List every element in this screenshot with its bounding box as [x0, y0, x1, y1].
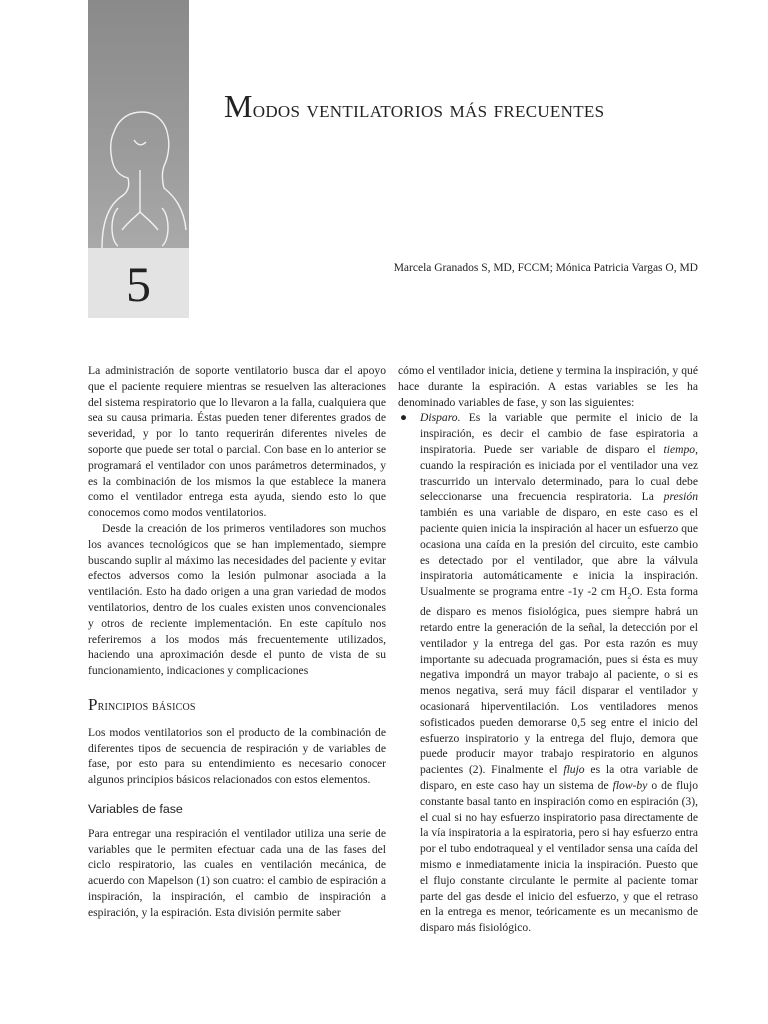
- continuation-paragraph: cómo el ventilador inicia, detiene y termina la inspiración, y qué hace durante la espiración. A estas variables se les ha denominado variables de fase, y son las siguientes:: [398, 364, 698, 409]
- principles-paragraph: Los modos ventilatorios son el producto de la combinación de diferentes tipos de secuencia de respiración y de variables de fase, por esto para su entendimiento es necesario conocer algunos principios básicos relacionados con estos elementos.: [88, 725, 386, 787]
- section-heading: Principios básicos: [88, 694, 196, 714]
- subscript-2: 2: [627, 591, 632, 601]
- term-disparo: Disparo.: [420, 411, 461, 425]
- chapter-number: 5: [126, 256, 151, 312]
- phase-variables-paragraph: Para entregar una respiración el ventilador utiliza una serie de variables que le permiten efectuar cada una de las fases del ciclo respiratorio, las cuales en ventilación mecánica, de acuerdo con Mapelson (1) son cuatro: el cambio de espiración a inspiración, la inspiración, el cambio de inspiración a espiración, y la espiración. Esta división permite saber: [88, 826, 386, 919]
- term-tiempo: tiempo: [663, 442, 696, 456]
- chapter-authors: Marcela Granados S, MD, FCCM; Mónica Patricia Vargas O, MD: [393, 262, 698, 274]
- right-column: [398, 363, 698, 936]
- list-item-disparo: [398, 410, 698, 936]
- intro-paragraph: La administración de soporte ventilatorio busca dar el apoyo que el paciente requiere mientras se resuelven las alteraciones del sistema respiratorio que lo llevaron a la falla, cualquiera que sea su causa primaria. Éstas pueden tener diferentes grados de severidad, y por lo tanto requerirán diferentes niveles de soporte que puede ser total o parcial. Con base en lo anterior se programará el ventilador con unos parámetros determinados, y es la combinación de los mismos la que establece la manera como el ventilador entrega esta ayuda, siendo esto lo que conocemos como modos ventilatorios.: [88, 364, 386, 520]
- left-column: [88, 363, 386, 921]
- term-presion: presión: [663, 490, 698, 504]
- bullet-icon: ●: [400, 411, 408, 425]
- respiratory-anatomy-icon: [88, 100, 189, 248]
- disparo-text: Disparo. Es la variable que permite el inicio de la inspiración, es decir el cambio de fase espiratoria a inspiratoria. Puede ser variable de disparo el tiempo, cuando la respiración es iniciada por el ventilador una vez trascurrido un intervalo determinado, para lo cual debe seleccionarse una frecuencia respiratoria. La presión también es una variable de disparo, en este caso es el paciente quien inicia la inspiración al hacer un esfuerzo que ocasiona una caída en la presión del circuito, este cambio es detectado por el ventilador, que abre la válvula inspiratoria automáticamente e inicia la inspiración. Usualmente se programa entre -1y -2 cm $H_2O$. Esta forma de disparo es menos fisiológica, pues siempre habrá un retardo entre la generación de la señal, la detección por el ventilador y la entrega del gas. Por esta razón es muy importante su adecuada programación, pues si ésta es muy negativa impondrá un mayor trabajo al paciente, o si es menos negativa, será muy fácil disparar el ventilador y ocasionará hiperventilación. Los ventiladores menos sofisticados pueden demorarse 0,5 seg entre el inicio del esfuerzo inspiratorio y la entrega del flujo, demora que puede producir mayor trabajo respiratorio en algunos pacientes (2). Finalmente el flujo es la otra variable de disparo, en este caso hay un sistema de flow-by o de flujo constante basal tanto en inspiración como en espiración (3), el cual si no hay esfuerzo inspiratorio pasa directamente de la vía inspiratoria a la espiratoria, pero si hay esfuerzo entra por el tubo endotraqueal y el ventilador sensa una caída del mismo e inmediatamente inicia la inspiración. Puesto que el flujo constante circulante le permite al paciente tomar parte del gas desde el inicio del esfuerzo, y que el retraso en la entrega es menor, teóricamente es un mecanismo de disparo más fisiológico.: [420, 411, 699, 935]
- term-flow-by: flow-by: [612, 779, 648, 793]
- chapter-title: Modos ventilatorios más frecuentes: [224, 88, 605, 124]
- history-paragraph: Desde la creación de los primeros ventiladores son muchos los avances tecnológicos que se han implementado, siempre buscando suplir al máximo las necesidades del paciente y evitar efectos adversos como la lesión pulmonar asociada a la ventilación. Esto ha dado origen a una gran variedad de modos ventilatorios, dentro de los cuales existen unos convencionales y otros de reciente implementación. En este capítulo nos referiremos a los modos más frecuentemente utilizados, haciendo una aproximación desde el punto de vista de su funcionamiento, indicaciones y complicaciones: [88, 521, 386, 678]
- subsection-heading: Variables de fase: [88, 801, 183, 816]
- term-flujo: flujo: [563, 763, 585, 777]
- phase-variable-list: [398, 410, 698, 936]
